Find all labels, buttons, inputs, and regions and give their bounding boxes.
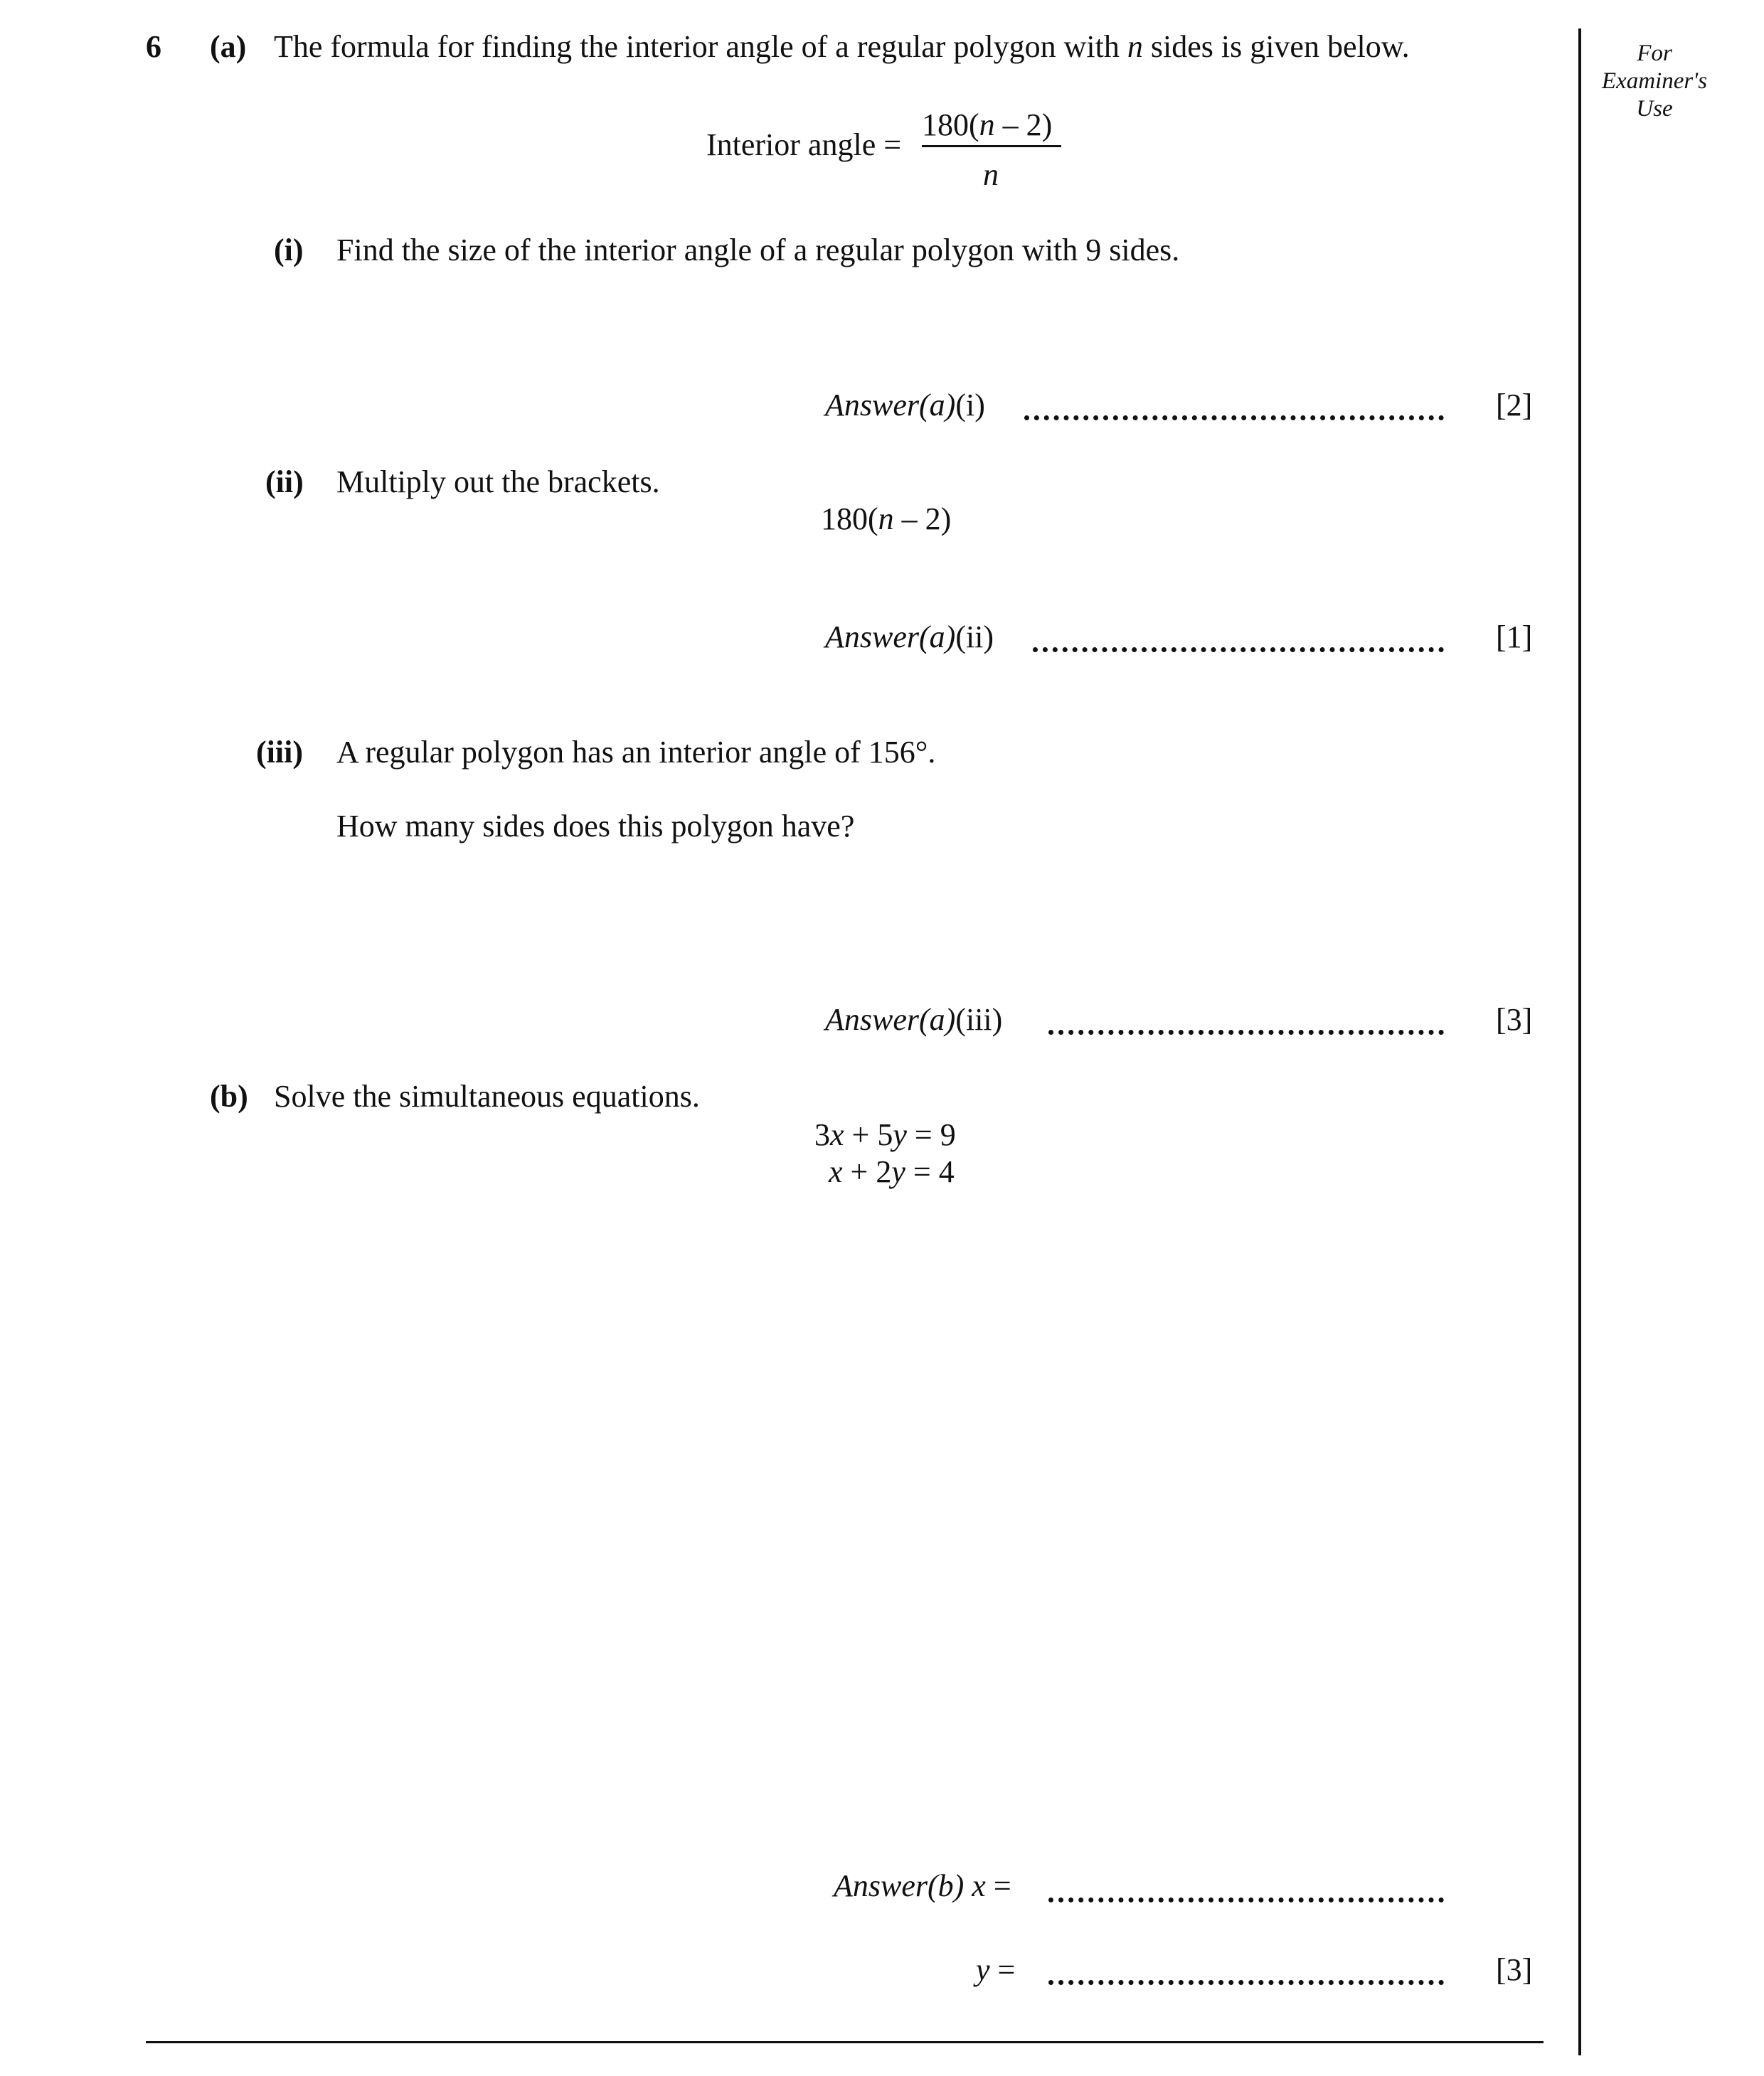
answer-b-y-var: y bbox=[976, 1952, 990, 1987]
examiner-line-2: Examiner's bbox=[1601, 68, 1708, 94]
part-a-ii-expression bbox=[821, 501, 952, 536]
examiner-column-rule bbox=[1578, 28, 1581, 2055]
answer-b-y-line[interactable] bbox=[1048, 1980, 1444, 1985]
formula-numerator bbox=[922, 107, 1053, 142]
eq2-rhs: = 4 bbox=[905, 1154, 955, 1189]
answer-a-i-part: (i) bbox=[955, 388, 985, 422]
answer-b-y-eq: = bbox=[989, 1952, 1016, 1987]
marks-a-i: [2] bbox=[1496, 388, 1533, 422]
answer-a-i-italic: Answer(a) bbox=[825, 388, 956, 422]
answer-a-iii-label bbox=[825, 1004, 1002, 1036]
answer-a-iii-line[interactable] bbox=[1048, 1030, 1444, 1035]
answer-b-x-eq: = bbox=[985, 1868, 1011, 1903]
equation-2 bbox=[829, 1156, 955, 1188]
part-a-intro bbox=[274, 31, 1410, 63]
answer-a-ii-label bbox=[825, 619, 994, 654]
equation-1 bbox=[814, 1119, 956, 1151]
part-a-label: (a) bbox=[210, 29, 247, 64]
examiner-use-label bbox=[1583, 40, 1726, 123]
expr-prefix: 180( bbox=[821, 501, 878, 536]
answer-a-ii-part: (ii) bbox=[955, 619, 994, 654]
intro-text-after: sides is given below. bbox=[1142, 29, 1410, 64]
intro-text-before: The formula for finding the interior angle of a regular polygon with bbox=[274, 29, 1127, 64]
examiner-line-1: For bbox=[1637, 41, 1672, 66]
part-a-iii-question: How many sides does this polygon have? bbox=[336, 809, 855, 843]
eq1-coef: 3 bbox=[814, 1117, 830, 1152]
part-a-ii-label: (ii) bbox=[265, 464, 304, 499]
part-a-i-label: (i) bbox=[274, 233, 304, 267]
answer-b-italic: Answer(b) x bbox=[834, 1868, 986, 1903]
marks-a-ii: [1] bbox=[1496, 619, 1533, 654]
answer-a-ii-italic: Answer(a) bbox=[825, 619, 956, 654]
eq2-var-y: y bbox=[891, 1154, 905, 1189]
answer-a-ii-line[interactable] bbox=[1033, 647, 1444, 652]
eq1-rhs: = 9 bbox=[906, 1117, 956, 1152]
eq1-var-y: y bbox=[893, 1117, 907, 1152]
fraction-bar bbox=[922, 145, 1061, 147]
part-a-iii-text: A regular polygon has an interior angle of 156°. bbox=[336, 735, 936, 770]
question-number: 6 bbox=[146, 29, 161, 64]
part-a-iii-label: (iii) bbox=[256, 735, 303, 770]
eq1-mid: + 5 bbox=[844, 1117, 893, 1152]
part-a-ii-text: Multiply out the brackets. bbox=[336, 464, 660, 499]
part-b-text: Solve the simultaneous equations. bbox=[274, 1079, 700, 1114]
answer-a-iii-part: (iii) bbox=[955, 1002, 1003, 1037]
numerator-prefix: 180( bbox=[922, 107, 979, 142]
formula-lhs: Interior angle = bbox=[706, 127, 902, 162]
marks-a-iii: [3] bbox=[1496, 1002, 1533, 1037]
part-a-i-text: Find the size of the interior angle of a regular polygon with 9 sides. bbox=[336, 233, 1180, 267]
intro-var-n: n bbox=[1127, 29, 1143, 64]
marks-b: [3] bbox=[1496, 1952, 1533, 1987]
eq2-var-x: x bbox=[829, 1154, 843, 1189]
expr-suffix: – 2) bbox=[893, 501, 952, 536]
answer-a-i-line[interactable] bbox=[1024, 415, 1444, 420]
part-b-label: (b) bbox=[210, 1079, 248, 1114]
numerator-suffix: – 2) bbox=[994, 107, 1053, 142]
formula-denominator: n bbox=[983, 157, 999, 192]
numerator-var-n: n bbox=[979, 107, 995, 142]
answer-a-iii-italic: Answer(a) bbox=[825, 1002, 956, 1037]
eq2-mid: + 2 bbox=[842, 1154, 892, 1189]
page-bottom-rule bbox=[146, 2041, 1544, 2043]
answer-b-x-label bbox=[834, 1870, 1011, 1902]
answer-b-x-line[interactable] bbox=[1048, 1897, 1444, 1902]
answer-a-i-label bbox=[825, 390, 985, 421]
eq1-var-x: x bbox=[830, 1117, 844, 1152]
answer-b-y-label bbox=[976, 1954, 1015, 1986]
examiner-line-3: Use bbox=[1636, 96, 1673, 122]
expr-var-n: n bbox=[878, 501, 894, 536]
